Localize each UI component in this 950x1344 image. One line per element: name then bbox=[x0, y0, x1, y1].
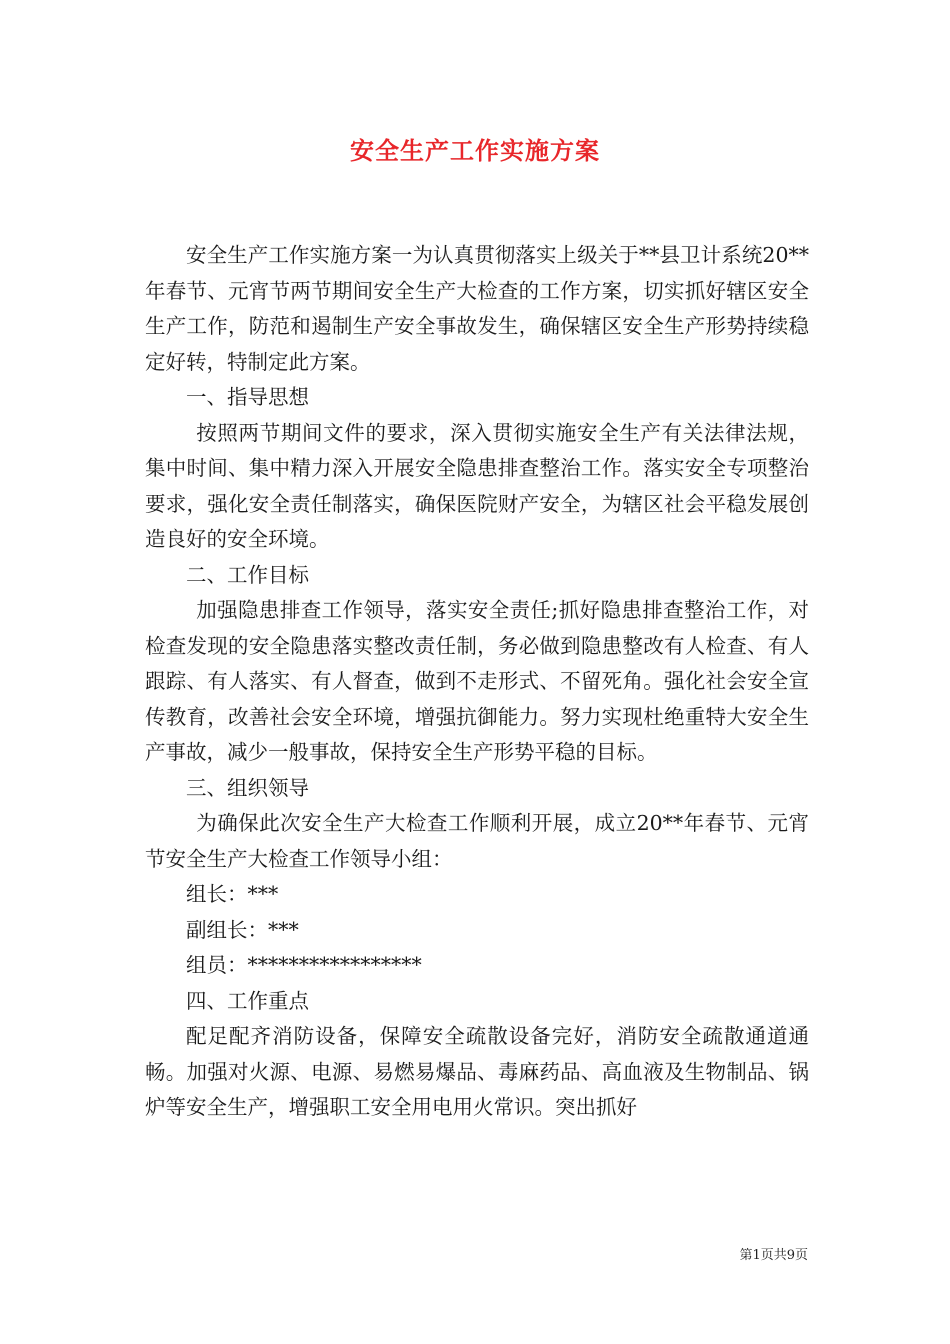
paragraph-organization: 为确保此次安全生产大检查工作顺利开展，成立20**年春节、元宵节安全生产大检查工作领导小组： bbox=[145, 811, 809, 871]
page-number: 第1页共9页 bbox=[739, 1248, 808, 1263]
paragraph-intro: 安全生产工作实施方案一为认真贯彻落实上级关于**县卫计系统20**年春节、元宵节两节期间安全生产大检查的工作方案，切实抓好辖区安全生产工作，防范和遏制生产安全事故发生，确保辖区安全生产形势持续稳定好转，特制定此方案。 bbox=[145, 243, 809, 374]
paragraph-guiding-ideology: 按照两节期间文件的要求，深入贯彻实施安全生产有关法律法规，集中时间、集中精力深入开展安全隐患排查整治工作。落实安全专项整治要求，强化安全责任制落实，确保医院财产安全，为辖区社会平稳发展创造良好的安全环境。 bbox=[145, 420, 809, 551]
heading-work-goals: 二、工作目标 bbox=[186, 562, 309, 587]
document-body bbox=[145, 238, 809, 1126]
heading-guiding-ideology: 一、指导思想 bbox=[186, 385, 309, 409]
document-title: 安全生产工作实施方案 bbox=[350, 136, 600, 165]
paragraph-work-focus: 配足配齐消防设备，保障安全疏散设备完好，消防安全疏散通道通畅。加强对火源、电源、易燃易爆品、毒麻药品、高血液及生物制品、锅炉等安全生产，增强职工安全用电用火常识。突出抓好 bbox=[145, 1024, 809, 1119]
deputy-leader: 副组长：*** bbox=[186, 917, 299, 942]
heading-work-focus: 四、工作重点 bbox=[186, 988, 309, 1013]
paragraph-work-goals: 加强隐患排查工作领导，落实安全责任;抓好隐患排查整治工作，对检查发现的安全隐患落实整改责任制，务必做到隐患整改有人检查、有人跟踪、有人落实、有人督查，做到不走形式、不留死角。强化社会安全宣传教育，改善社会安全环境，增强抗御能力。努力实现杜绝重特大安全生产事故，减少一般事故，保持安全生产形势平稳的目标。 bbox=[145, 598, 809, 764]
heading-organization: 三、组织领导 bbox=[186, 775, 309, 800]
team-members: 组员：***************** bbox=[186, 953, 422, 977]
team-leader: 组长：*** bbox=[186, 882, 279, 906]
